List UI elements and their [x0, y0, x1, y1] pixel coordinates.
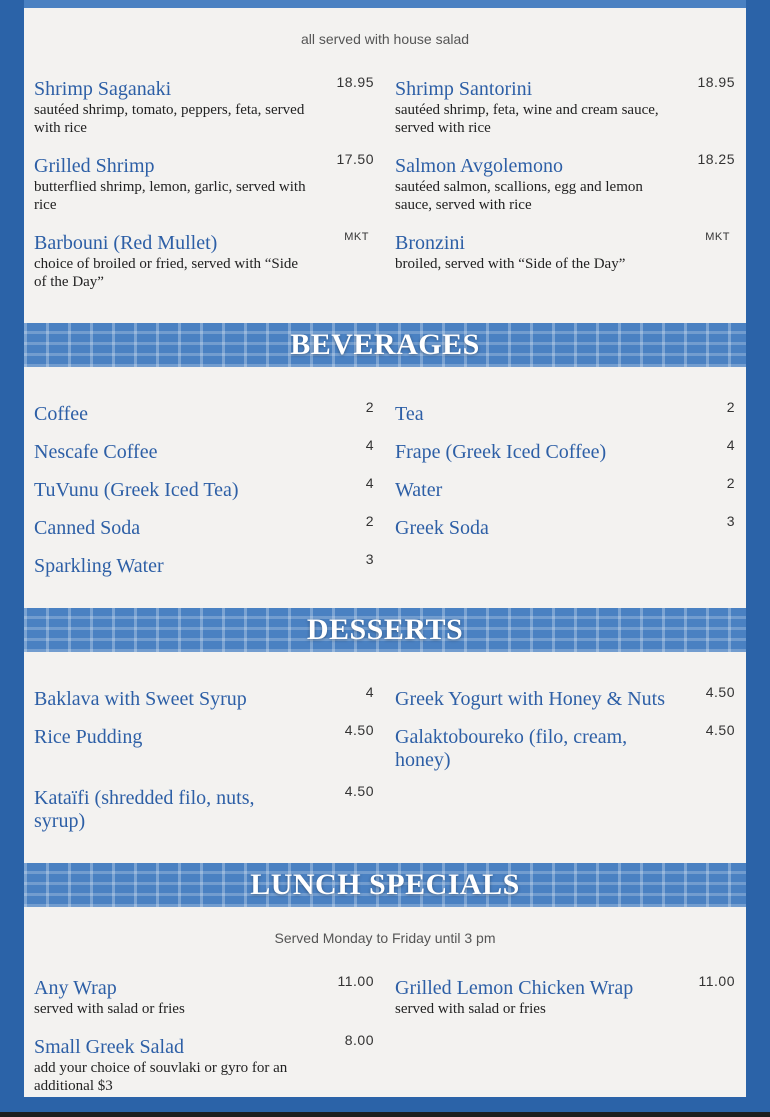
item-name: TuVunu (Greek Iced Tea) [34, 479, 239, 501]
menu-item [34, 1032, 374, 1095]
menu-item [34, 722, 374, 749]
item-name: Grilled Lemon Chicken Wrap [395, 977, 634, 999]
item-price: 18.25 [697, 151, 735, 167]
item-name: Kataïfi (shredded filo, nuts, syrup) [34, 787, 255, 832]
greek-key-band-top [24, 0, 746, 8]
item-name: Grilled Shrimp [34, 155, 155, 177]
item-price: 4.50 [344, 722, 374, 738]
item-price: 8.00 [344, 1032, 374, 1048]
item-name: Tea [395, 403, 424, 425]
item-name: Rice Pudding [34, 726, 143, 748]
bottom-border [0, 1112, 770, 1117]
menu-item [34, 399, 374, 426]
menu-item [395, 722, 735, 772]
item-price: 2 [365, 513, 374, 529]
menu-item [34, 684, 374, 711]
beverages-header-band [24, 323, 746, 367]
item-price: 2 [365, 399, 374, 415]
item-price: 4 [365, 437, 374, 453]
item-name: Barbouni (Red Mullet) [34, 232, 218, 254]
menu-item [395, 399, 735, 426]
item-price: 17.50 [336, 151, 374, 167]
menu-item [395, 151, 735, 214]
section-title: DESSERTS [306, 613, 464, 646]
menu-item [395, 973, 735, 1018]
item-name: Salmon Avgolemono [395, 155, 563, 177]
item-price: 3 [726, 513, 735, 529]
item-name: Small Greek Salad [34, 1036, 184, 1058]
section-title: LUNCH SPECIALS [250, 868, 520, 901]
item-name: Frape (Greek Iced Coffee) [395, 441, 607, 463]
item-price: 18.95 [336, 74, 374, 90]
item-price: 4 [726, 437, 735, 453]
item-description: butterflied shrimp, lemon, garlic, served with rice [34, 179, 306, 213]
menu-item [34, 513, 374, 540]
item-name: Shrimp Santorini [395, 78, 533, 100]
item-price: 4 [365, 684, 374, 700]
menu-item [34, 232, 374, 291]
item-description: broiled, served with “Side of the Day” [395, 256, 626, 272]
section-title: BEVERAGES [290, 328, 480, 361]
item-name: Greek Soda [395, 517, 489, 539]
menu-item [395, 74, 735, 137]
item-price: 11.00 [698, 973, 735, 989]
menu-item [395, 437, 735, 464]
lunch-specials-section [24, 907, 746, 1097]
item-name: Water [395, 479, 443, 501]
menu-item [34, 475, 374, 502]
item-price: 4 [365, 475, 374, 491]
item-description: add your choice of souvlaki or gyro for an additional $3 [34, 1060, 288, 1094]
item-description: sautéed shrimp, tomato, peppers, feta, served with rice [34, 102, 305, 136]
desserts-section [24, 652, 746, 863]
item-name: Canned Soda [34, 517, 141, 539]
item-description: served with salad or fries [395, 1001, 546, 1017]
item-price: 3 [365, 551, 374, 567]
lunch-note: Served Monday to Friday until 3 pm [274, 930, 496, 946]
item-name: Bronzini [395, 232, 465, 254]
item-name: Coffee [34, 403, 89, 425]
item-price: 11.00 [337, 973, 374, 989]
item-price: 2 [726, 475, 735, 491]
menu-item [395, 475, 735, 502]
item-description: choice of broiled or fried, served with “Side of the Day” [34, 256, 299, 290]
item-description: sautéed shrimp, feta, wine and cream sauce, served with rice [395, 102, 659, 136]
menu-item [34, 151, 374, 214]
menu-item [34, 973, 374, 1018]
item-price: 4.50 [705, 684, 735, 700]
menu-item [34, 437, 374, 464]
item-price: MKT [344, 231, 369, 243]
item-name: Galaktoboureko (filo, cream, honey) [395, 726, 628, 771]
lunch-specials-header-band [24, 863, 746, 907]
item-name: Shrimp Saganaki [34, 78, 172, 100]
menu-item [34, 551, 374, 578]
item-price: 4.50 [344, 783, 374, 799]
item-price: 4.50 [705, 722, 735, 738]
item-price: MKT [705, 231, 730, 243]
item-price: 2 [726, 399, 735, 415]
menu-item [34, 74, 374, 137]
item-name: Sparkling Water [34, 555, 164, 577]
item-description: sautéed salmon, scallions, egg and lemon sauce, served with rice [395, 179, 643, 213]
item-price: 18.95 [697, 74, 735, 90]
menu-item [395, 684, 735, 711]
item-name: Nescafe Coffee [34, 441, 158, 463]
item-name: Any Wrap [34, 977, 117, 999]
item-name: Greek Yogurt with Honey & Nuts [395, 688, 665, 710]
menu-item [34, 783, 374, 833]
seafood-note: all served with house salad [300, 31, 470, 47]
desserts-header-band [24, 608, 746, 652]
seafood-section [24, 8, 746, 323]
item-name: Baklava with Sweet Syrup [34, 688, 247, 710]
menu-item [395, 232, 735, 273]
item-description: served with salad or fries [34, 1001, 185, 1017]
beverages-section [24, 367, 746, 608]
menu-item [395, 513, 735, 540]
